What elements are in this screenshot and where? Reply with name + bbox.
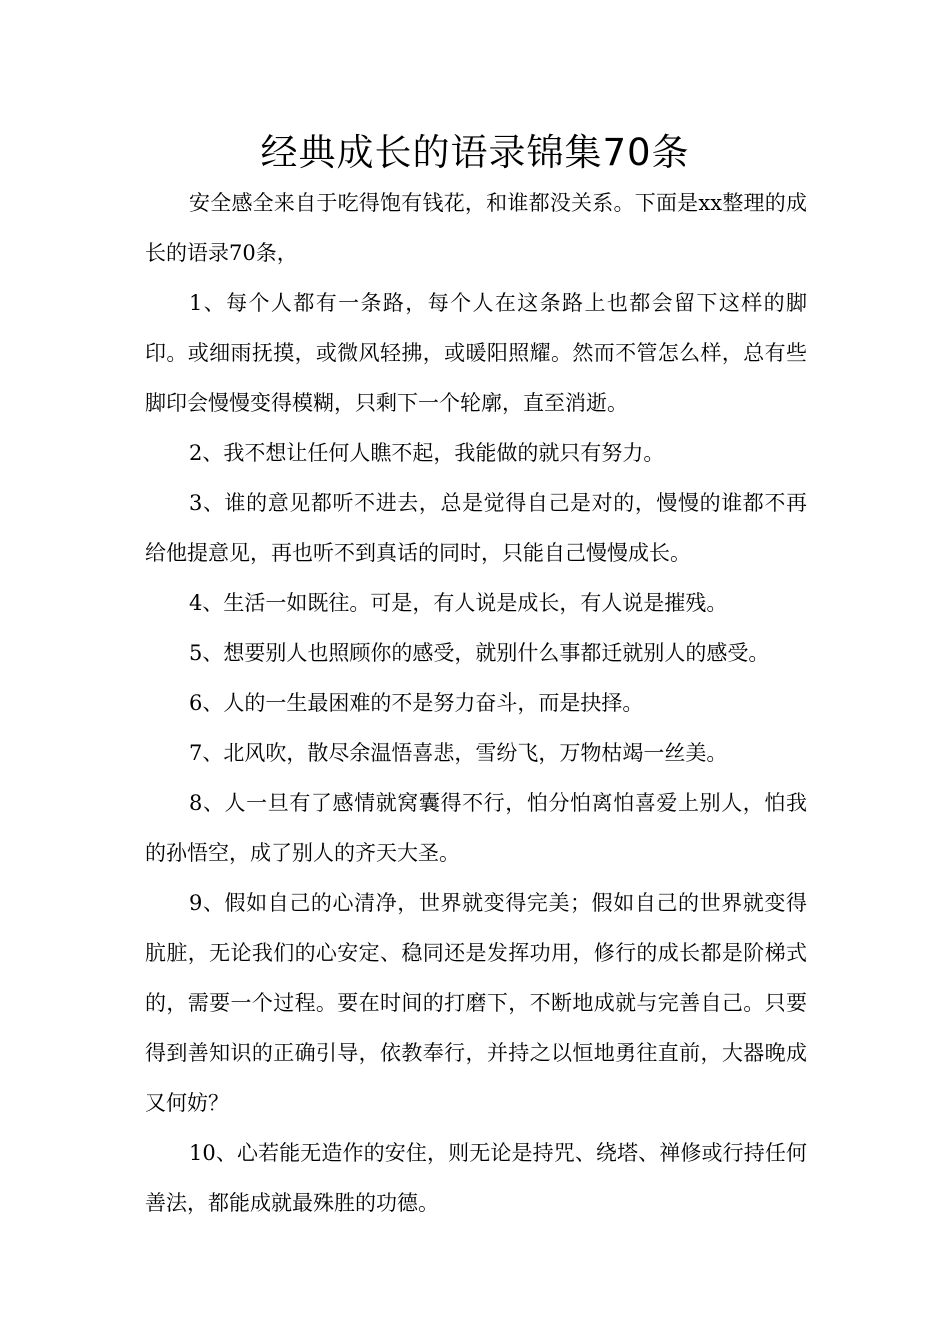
quote-paragraph-5: 5、想要别人也照顾你的感受，就别什么事都迁就别人的感受。: [189, 641, 770, 665]
quote-paragraph-10: 10、心若能无造作的安住，则无论是持咒、绕塔、禅修或行持任何善法，都能成就最殊胜的功德。: [145, 1141, 807, 1215]
document-title: 经典成长的语录锦集70条: [260, 131, 690, 174]
document-body: [145, 178, 807, 1228]
quote-paragraph-9: 9、假如自己的心清净，世界就变得完美；假如自己的世界就变得肮脏，无论我们的心安定、稳同还是发挥功用，修行的成长都是阶梯式的，需要一个过程。要在时间的打磨下，不断地成就与完善自己。只要得到善知识的正确引导，依教奉行，并持之以恒地勇往直前，大器晚成又何妨？: [145, 891, 807, 1115]
quote-paragraph-6: 6、人的一生最困难的不是努力奋斗，而是抉择。: [189, 691, 644, 715]
quote-paragraph-7: 7、北风吹，散尽余温悟喜悲，雪纷飞，万物枯竭一丝美。: [189, 741, 728, 765]
quote-paragraph-8: 8、人一旦有了感情就窝囊得不行，怕分怕离怕喜爱上别人，怕我的孙悟空，成了别人的齐天大圣。: [145, 791, 807, 865]
quote-paragraph-1: 1、每个人都有一条路，每个人在这条路上也都会留下这样的脚印。或细雨抚摸，或微风轻拂，或暖阳照耀。然而不管怎么样，总有些脚印会慢慢变得模糊，只剩下一个轮廓，直至消逝。: [145, 291, 807, 415]
intro-paragraph: 安全感全来自于吃得饱有钱花，和谁都没关系。下面是xx整理的成长的语录70条，: [145, 191, 807, 265]
quote-paragraph-4: 4、生活一如既往。可是，有人说是成长，有人说是摧残。: [189, 591, 728, 615]
quote-paragraph-3: 3、谁的意见都听不进去，总是觉得自己是对的，慢慢的谁都不再给他提意见，再也听不到真话的同时，只能自己慢慢成长。: [145, 491, 807, 565]
quote-paragraph-2: 2、我不想让任何人瞧不起，我能做的就只有努力。: [189, 441, 665, 465]
